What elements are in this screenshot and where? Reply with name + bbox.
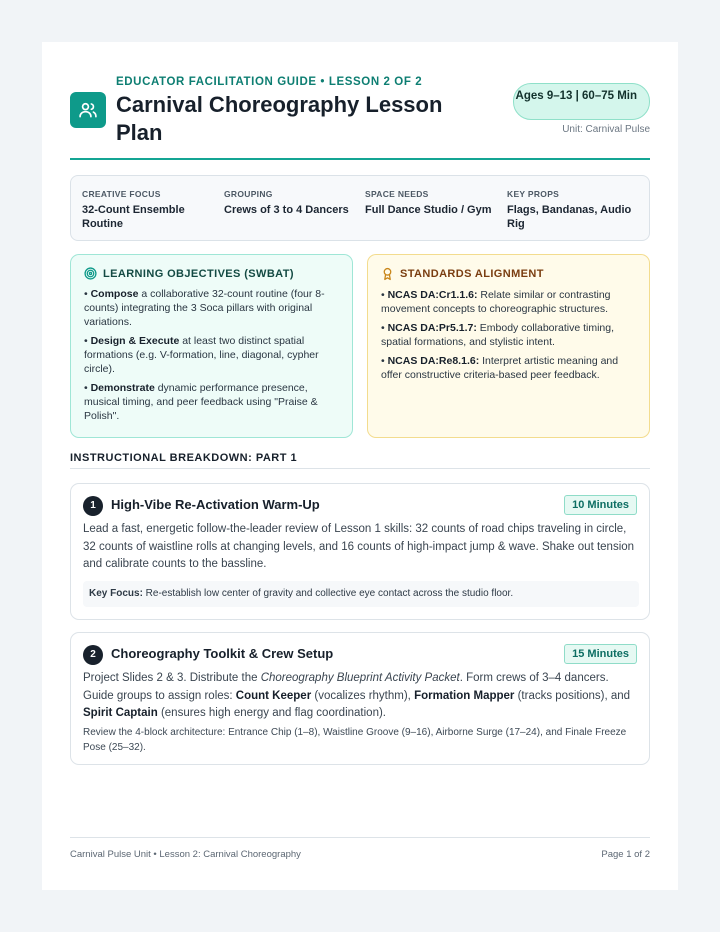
meta-space-needs [365, 189, 500, 217]
step-title: High-Vibe Re-Activation Warm-Up [111, 497, 320, 512]
key-focus-label: Key Focus: [89, 588, 143, 599]
key-focus-callout [83, 581, 639, 607]
objectives-heading [84, 267, 339, 280]
meta-panel [70, 175, 650, 241]
standard-text: Interpret artistic meaning and offer constructive criteria-based peer feedback. [381, 355, 619, 381]
body-text: . Form crews of 3–4 dancers. Guide groups to assign roles: [83, 672, 609, 702]
standards-title: STANDARDS ALIGNMENT [400, 268, 544, 280]
footer-left: Carnival Pulse Unit • Lesson 2: Carnival Choreography [70, 849, 301, 860]
meta-key: CREATIVE FOCUS [82, 189, 161, 199]
page-number: Page 1 of 2 [601, 849, 650, 860]
meta-key: GROUPING [224, 189, 273, 199]
section-title: INSTRUCTIONAL BREAKDOWN: PART 1 [70, 452, 298, 464]
standard-item: • NCAS DA:Pr5.1.7: Embody collaborative timing, spatial formations, and stylistic intent. [381, 322, 615, 348]
standard-code: NCAS DA:Pr5.1.7: [387, 322, 477, 334]
step-body [83, 670, 639, 723]
ages-badge: Ages 9–13 | 60–75 Min [513, 83, 650, 120]
meta-value: Full Dance Studio / Gym [365, 204, 492, 216]
objective-item: • Compose a collaborative 32-count routine (four 8-counts) integrating the 3 Soca pillars with original variations. [84, 288, 325, 328]
role-desc: (vocalizes rhythm), [311, 689, 415, 702]
header-divider [70, 158, 650, 160]
meta-creative-focus [82, 189, 212, 231]
objective-text: dynamic performance presence, musical timing, and peer feedback using "Praise & Polish". [84, 382, 318, 422]
lesson-plan-page [42, 42, 678, 890]
objective-lead: Design & Execute [90, 335, 180, 347]
role-spirit-captain: Spirit Captain [83, 707, 158, 719]
standard-text: Embody collaborative timing, spatial formations, and stylistic intent. [381, 322, 615, 348]
objective-lead: Demonstrate [90, 382, 155, 394]
award-icon [381, 267, 394, 281]
standard-code: NCAS DA:Cr1.1.6: [387, 289, 478, 301]
section-divider [70, 468, 650, 469]
standards-heading [381, 267, 636, 281]
users-icon [70, 92, 106, 128]
role-desc: (tracks positions), and [514, 689, 631, 702]
standard-item: • NCAS DA:Re8.1.6: Interpret artistic meaning and offer constructive criteria-based peer feedback. [381, 355, 619, 381]
unit-label: Unit: Carnival Pulse [562, 124, 650, 135]
body-text: Project Slides 2 & 3. Distribute the [83, 672, 261, 684]
architecture-note: Review the 4-block architecture: Entrance Chip (1–8), Waistline Groove (9–16), Airborne Surge (17–24), and Finale Freeze Pose (25–32). [83, 727, 627, 753]
step-number-badge: 2 [83, 645, 103, 665]
standard-item: • NCAS DA:Cr1.1.6: Relate similar or contrasting movement concepts to choreographic structures. [381, 289, 611, 315]
footer-divider [70, 837, 650, 838]
role-count-keeper: Count Keeper [235, 689, 312, 702]
meta-key-props [507, 189, 639, 231]
meta-grouping [224, 189, 359, 217]
packet-title: Choreography Blueprint Activity Packet [260, 672, 460, 684]
step-body: Lead a fast, energetic follow-the-leader review of Lesson 1 skills: 32 counts of road chips traveling in circle, 32 counts of waistline rolls at changing levels, and 16 counts of high-impact jump & wave. Shake out tension and calibrate counts to the bassline. [83, 523, 635, 570]
meta-key: SPACE NEEDS [365, 189, 429, 199]
objective-text: a collaborative 32-count routine (four 8-counts) integrating the 3 Soca pillars with original variations. [84, 288, 325, 328]
duration-badge: 10 Minutes [564, 495, 637, 515]
meta-key: KEY PROPS [507, 189, 560, 199]
meta-value: Flags, Bandanas, Audio Rig [507, 204, 632, 230]
duration-badge: 15 Minutes [564, 644, 637, 664]
target-icon [84, 267, 97, 280]
meta-value: 32-Count Ensemble Routine [82, 204, 185, 230]
step-title: Choreography Toolkit & Crew Setup [111, 646, 334, 661]
objective-text: at least two distinct spatial formations (e.g. V-formation, line, diagonal, cypher circle). [84, 335, 319, 375]
header [70, 76, 650, 160]
standards-alignment-box [367, 254, 650, 438]
standard-code: NCAS DA:Re8.1.6: [387, 355, 480, 367]
key-focus-text: Re-establish low center of gravity and collective eye contact across the studio floor. [142, 588, 514, 599]
step-number-badge: 1 [83, 496, 103, 516]
eyebrow: EDUCATOR FACILITATION GUIDE • LESSON 2 OF 2 [116, 76, 423, 88]
role-formation-mapper: Formation Mapper [414, 689, 515, 702]
meta-value: Crews of 3 to 4 Dancers [224, 204, 349, 216]
standard-text: Relate similar or contrasting movement concepts to choreographic structures. [381, 289, 611, 315]
step-card-1 [70, 483, 650, 620]
objective-item: • Design & Execute at least two distinct spatial formations (e.g. V-formation, line, diagonal, cypher circle). [84, 335, 319, 375]
learning-objectives-box [70, 254, 353, 438]
step-card-2 [70, 632, 650, 765]
objectives-title: LEARNING OBJECTIVES (SWBAT) [103, 267, 294, 280]
role-desc: (ensures high energy and flag coordination). [157, 707, 386, 719]
page-title: Carnival Choreography Lesson Plan [116, 92, 443, 145]
objective-lead: Compose [90, 288, 139, 300]
objective-item: • Demonstrate dynamic performance presence, musical timing, and peer feedback using "Praise & Polish". [84, 382, 318, 422]
